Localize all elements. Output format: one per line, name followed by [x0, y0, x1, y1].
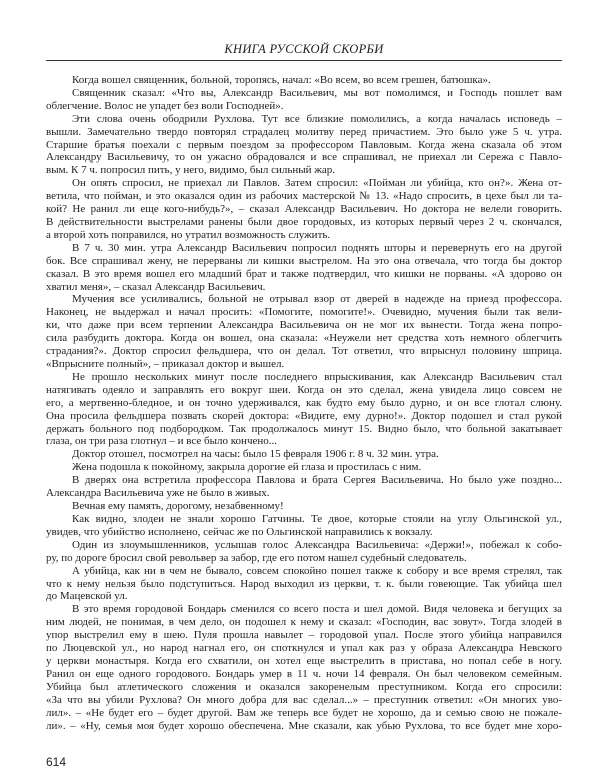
- text-line: до Мацевской ул.: [46, 590, 128, 603]
- text-line: Доктор отошел, посмотрел на часы: было 15 февраля 1906 г. 8 ч. 32 мин. утра.: [72, 448, 439, 461]
- text-line: хватил меня», – сказал Александр Васильевич.: [46, 280, 266, 293]
- paragraph: [46, 113, 562, 178]
- paragraph: [46, 565, 562, 604]
- text-line: В 7 ч. 30 мин. утра Александр Васильевич попросил поднять шторы и перевернуть его на другой: [72, 241, 562, 254]
- text-line: по Люцевской ул., но народ нагнал его, он споткнулся и упал как раз у образа Александра Невского: [46, 642, 562, 655]
- paragraph: [46, 177, 562, 242]
- text-line: Вечная ему память, дорогому, незабвенному!: [72, 500, 284, 513]
- text-line: Не прошло нескольких минут после последнего впрыскивания, как Александр Васильевич стал: [72, 370, 562, 383]
- text-line: увидев, что убийство исполнено, сейчас же по Ольгинской направились к вокзалу.: [46, 525, 433, 538]
- text-line: натягивать одеяло и заправлять его вокруг шеи. Когда он это сделал, жена увидела лицо совсем не: [46, 383, 562, 396]
- text-line: Мучения все усиливались, больной не отрывал взор от дверей в надежде на приезд профессора.: [72, 293, 562, 306]
- text-line: Священник сказал: «Что вы, Александр Васильевич, мы вот помолимся, и Господь пошлет вам: [72, 86, 562, 99]
- text-line: «Впрысните полный», – приказал доктор и вышел.: [46, 358, 285, 371]
- paragraph: [46, 539, 562, 565]
- text-line: Александра Васильевича уже не было в живых.: [46, 487, 270, 500]
- page-number: 614: [46, 755, 67, 769]
- header-rule: [46, 60, 562, 61]
- text-line: Эти слова очень ободрили Рухлова. Тут все близкие помолились, а когда началась исповедь –: [72, 112, 562, 125]
- paragraph: [46, 371, 562, 448]
- text-line: облегчение. Волос не упадет без воли Господней».: [46, 99, 284, 112]
- text-line: ки, что даже при всем терпении Александра Васильевича он не мог их вынести. Тогда жена попро-: [46, 319, 562, 332]
- running-header: КНИГА РУССКОЙ СКОРБИ: [224, 42, 384, 56]
- text-line: ним людей, не понимая, в чем дело, он подошел к нему и сказал: «Господин, вас зовут». Тогда злодей в: [46, 616, 562, 629]
- paragraph: [46, 87, 562, 113]
- text-line: лил». – «Не будет его – будет другой. Вам же теперь все будет не хорошо, да и семью свою не пожале-: [46, 706, 562, 719]
- paragraph: [46, 500, 562, 513]
- paragraph: [46, 293, 562, 370]
- text-line: А убийца, как ни в чем не бывало, совсем спокойно пошел также к собору и все время стрелял, так: [72, 564, 562, 577]
- text-line: ветила, что пойман, и это оказался один из рабочих мастерской № 13. «Надо спросить, в цехе был ли та-: [46, 190, 562, 203]
- text-line: В действительности выстрелами ранены были двое городовых, из которых первый через 2 ч. скончался,: [46, 216, 562, 229]
- text-line: кой? Не ранил ли еще кого-нибудь?», – сказал Александр Васильевич. Но доктора не велели говорить.: [46, 203, 562, 216]
- text-line: ли». – «Ну, семья моя будет хорошо обеспечена. Мне сказали, как убью Рухлова, то все будет мне хоро-: [46, 719, 562, 732]
- paragraph: [46, 242, 562, 294]
- text-line: Она просила фельдшера позвать скорей доктора: «Видите, ему дурно!». Доктор подошел и стал рукой: [46, 409, 562, 422]
- text-line: а второй хоть поправился, но утратил возможность служить.: [46, 228, 331, 241]
- paragraph: [46, 461, 562, 474]
- text-line: сказал. В это время вошел его младший брат и также подтвердил, что кишки не порваны. «А здорово он: [46, 267, 562, 280]
- text-line: его, а мертвенно-бледное, и он точно удерживался, как будто ему было дурно, и он все глотал слюну.: [46, 396, 562, 409]
- text-line: упор выстрелил ему в шею. Пуля прошла навылет – городовой упал. После этого убийца направился: [46, 629, 562, 642]
- text-line: Старшие братья поехали с первым поездом за профессором Павловым. Когда жена сказала об этом: [46, 138, 562, 151]
- text-line: «За что вы убили Рухлова? Он много добра для вас сделал...» – преступник ответил: «Он многих уво-: [46, 693, 562, 706]
- text-line: глаза, он три раза глотнул – и все было кончено...: [46, 435, 277, 448]
- text-line: держать больного под подбородком. Так продолжалось минут 15. Видно было, что больной закатывает: [46, 422, 562, 435]
- text-line: Александру Васильевичу, то он ужасно обрадовался и все спрашивал, не приехал ли Сережа с Павло-: [46, 151, 562, 164]
- text-line: Ранил он еще одного городового. Бондарь умер в 11 ч. ночи 14 февраля. Он был человеком семейным.: [46, 667, 562, 680]
- paragraph: [46, 74, 562, 87]
- text-line: В это время городовой Бондарь сменился со всего поста и шел домой. Видя человека и бегущих за: [72, 603, 562, 616]
- text-line: Убийца был атлетического сложения и оказался закоренелым преступником. Когда его спросили:: [46, 680, 562, 693]
- text-line: В дверях она встретила профессора Павлова и брата Сергея Васильевича. Но было уже поздно...: [72, 474, 562, 487]
- text-line: что к нему нельзя было подступиться. Народ выходил из церкви, т. к. были говеющие. Так убийца шел: [46, 577, 562, 590]
- text-line: Наконец, не выдержал и начал просить: «Помогите, помогите!». Очевидно, мучения были так вели-: [46, 306, 562, 319]
- text-line: Один из злоумышленников, услышав голос Александра Васильевича: «Держи!», побежал к собо-: [72, 538, 562, 551]
- text-line: Когда вошел священник, больной, торопясь, начал: «Во всем, во всем грешен, батюшка».: [72, 74, 491, 86]
- paragraph: [46, 603, 562, 732]
- text-line: ру, по дороге бросил свой револьвер за забор, где его потом нашел судебный следователь.: [46, 551, 467, 564]
- paragraph: [46, 448, 562, 461]
- text-line: Он опять спросил, не приехал ли Павлов. Затем спросил: «Пойман ли убийца, кто он?». Жена от-: [72, 177, 562, 190]
- paragraph: [46, 474, 562, 500]
- text-line: вышли. Замечательно твердо повторял страдалец молитву перед причастием. Это было уже 5 ч. утра.: [46, 125, 562, 138]
- text-line: Как видно, злодеи не знали хорошо Гатчины. Те двое, которые стояли на углу Ольгинской ул.,: [72, 512, 562, 525]
- text-line: сила разбудить доктора. Когда он вошел, она сказала: «Неужели нет средства хоть немного облегчить: [46, 332, 562, 345]
- text-line: бок. Все спрашивал жену, не перерваны ли кишки выстрелом. На это она отвечала, что тогда бы доктор: [46, 254, 562, 267]
- paragraph: [46, 513, 562, 539]
- text-line: у церкви монастыря. Когда его схватили, он хотел еще выстрелить в пристава, но попал себе в ногу.: [46, 655, 562, 667]
- text-line: Жена подошла к покойному, закрыла дорогие ей глаза и простилась с ним.: [72, 461, 422, 474]
- body-text: [46, 74, 562, 732]
- text-line: страдания?». Доктор спросил фельдшера, что он делал. Тот ответил, что впрыснул половину шприца.: [46, 345, 562, 358]
- text-line: вым. К 7 ч. попросил пить, у него, видимо, был сильный жар.: [46, 164, 335, 177]
